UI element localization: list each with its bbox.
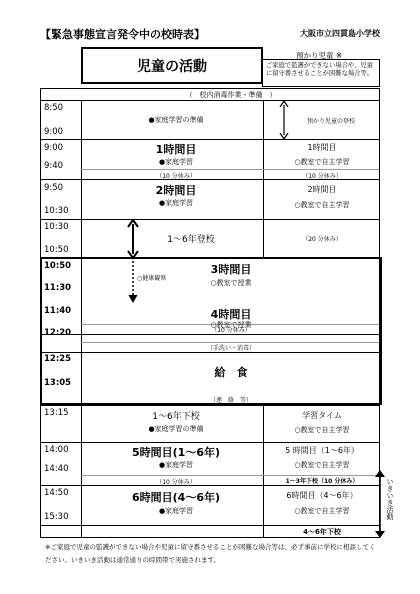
- document-title: 【緊急事態宣言発令中の校時表】: [40, 28, 205, 41]
- footnote: ※ご家庭で児童の監護ができない場合や児童に留守番させることが困難な場合等は、必ず事前に学校に相談してください。いきいき活動は通常通りの時間帯で実施されます。: [45, 543, 376, 564]
- azukari-arrival: 預かり児童の登校: [306, 118, 355, 125]
- period-sub: ●家庭学習: [158, 507, 194, 515]
- lunch-title: 給 食: [214, 366, 248, 379]
- time-end: 9:40: [44, 161, 64, 171]
- row-line: [41, 525, 379, 526]
- period-title: 6時間目(4～6年): [131, 491, 221, 504]
- time-start: 14:50: [44, 488, 69, 498]
- period-title-right: 5 時間目（1～6年）: [285, 446, 359, 455]
- row-line: [41, 442, 379, 443]
- period-title: 2時間目: [155, 184, 197, 197]
- azukari-title: 預かり児童 ※: [296, 51, 343, 60]
- azukari-note: ご家庭で監護ができない場合や、児童に留守番させることが困難な場合等。: [262, 59, 380, 87]
- time-start: 8:50: [44, 103, 64, 113]
- break-label: （10 分休み）: [156, 173, 196, 180]
- grade-4-6-dismissal: 4～6年下校: [303, 528, 341, 536]
- row-line: [41, 405, 379, 406]
- period-sub: ●家庭学習: [158, 158, 194, 166]
- health-check-label: ○健康観察: [137, 275, 167, 282]
- time-start: 11:40: [44, 306, 72, 316]
- row-line: [41, 139, 379, 140]
- break-label-right: （10 分休み）: [302, 173, 342, 180]
- period-sub: ●家庭学習: [158, 461, 194, 469]
- period-sub-right: ○教室で自主学習: [294, 158, 350, 166]
- time-end: 13:05: [44, 378, 72, 388]
- period-sub-right: ○教室で自主学習: [294, 507, 350, 515]
- row-line: [41, 219, 379, 220]
- grade-1-3-dismissal: 1～3年下校（10 分休み）: [285, 478, 359, 485]
- double-arrow-icon: [279, 101, 289, 139]
- time-start: 13:15: [44, 408, 69, 418]
- time-start: 12:25: [44, 354, 72, 364]
- period-title-right: 2時間目: [307, 185, 337, 194]
- school-name: 大阪市立四貫島小学校: [300, 29, 380, 38]
- period-sub-right: ○教室で自主学習: [294, 461, 350, 469]
- row-line: [41, 100, 379, 101]
- period-title: 4時間目: [210, 308, 252, 321]
- time-end: 14:40: [44, 464, 69, 474]
- schedule-table: [40, 88, 380, 538]
- contact-label: （連 絡 等）: [209, 397, 252, 404]
- time-start: 9:50: [44, 183, 64, 193]
- row-line: [41, 352, 379, 353]
- time-column-divider: [81, 100, 82, 538]
- period-title: 1時間目: [155, 143, 197, 156]
- double-arrow-icon: [128, 220, 138, 258]
- row-line: [41, 334, 379, 335]
- study-time-title: 学習タイム: [302, 411, 342, 420]
- time-start: 9:00: [44, 143, 64, 153]
- time-end: 15:30: [44, 512, 69, 522]
- period-sub: ●家庭学習: [158, 199, 194, 207]
- study-time-sub: ○教室で自主学習: [294, 426, 350, 434]
- disinfection-label: （ 校内消毒作業・準備 ）: [185, 91, 277, 99]
- time-end: 12:20: [44, 328, 72, 338]
- time-end: 9:00: [44, 127, 64, 137]
- period-sub: ○教室で授業: [210, 279, 252, 287]
- period-sub-right: ○教室で自主学習: [294, 201, 350, 209]
- period-title-right: 6時間目（4～6年）: [286, 491, 358, 500]
- time-start: 14:00: [44, 445, 69, 455]
- period-sub: ○教室で授業: [210, 321, 252, 329]
- period-title-right: 1時間目: [307, 143, 337, 152]
- prep-label: ●家庭学習の準備: [148, 116, 204, 124]
- main-title: 児童の活動: [81, 47, 263, 84]
- time-end: 11:30: [44, 283, 72, 293]
- dismissal-sub: ●家庭学習の準備: [148, 425, 204, 433]
- break-label: （10 分休み）: [211, 327, 251, 334]
- arrival-label: 1～6年登校: [167, 235, 215, 245]
- col-divider-bottom: [263, 405, 264, 538]
- break-20-label: （20 分休み）: [302, 236, 342, 243]
- time-start: 10:30: [44, 222, 69, 232]
- dismissal-title: 1～6年下校: [152, 412, 200, 422]
- time-end: 10:50: [44, 245, 69, 255]
- break-label: （10 分休み）: [156, 479, 196, 486]
- time-start: 10:50: [44, 261, 72, 271]
- period-title: 5時間目(1～6年): [131, 446, 221, 459]
- ikiiki-label: いきいき活動: [386, 478, 394, 520]
- period-title: 3時間目: [210, 263, 252, 276]
- time-end: 10:30: [44, 206, 69, 216]
- row-line: [41, 258, 379, 259]
- dotted-arrow-icon: [128, 261, 138, 303]
- handwash-label: （手洗い・消毒）: [206, 345, 255, 352]
- break-line: [81, 169, 379, 170]
